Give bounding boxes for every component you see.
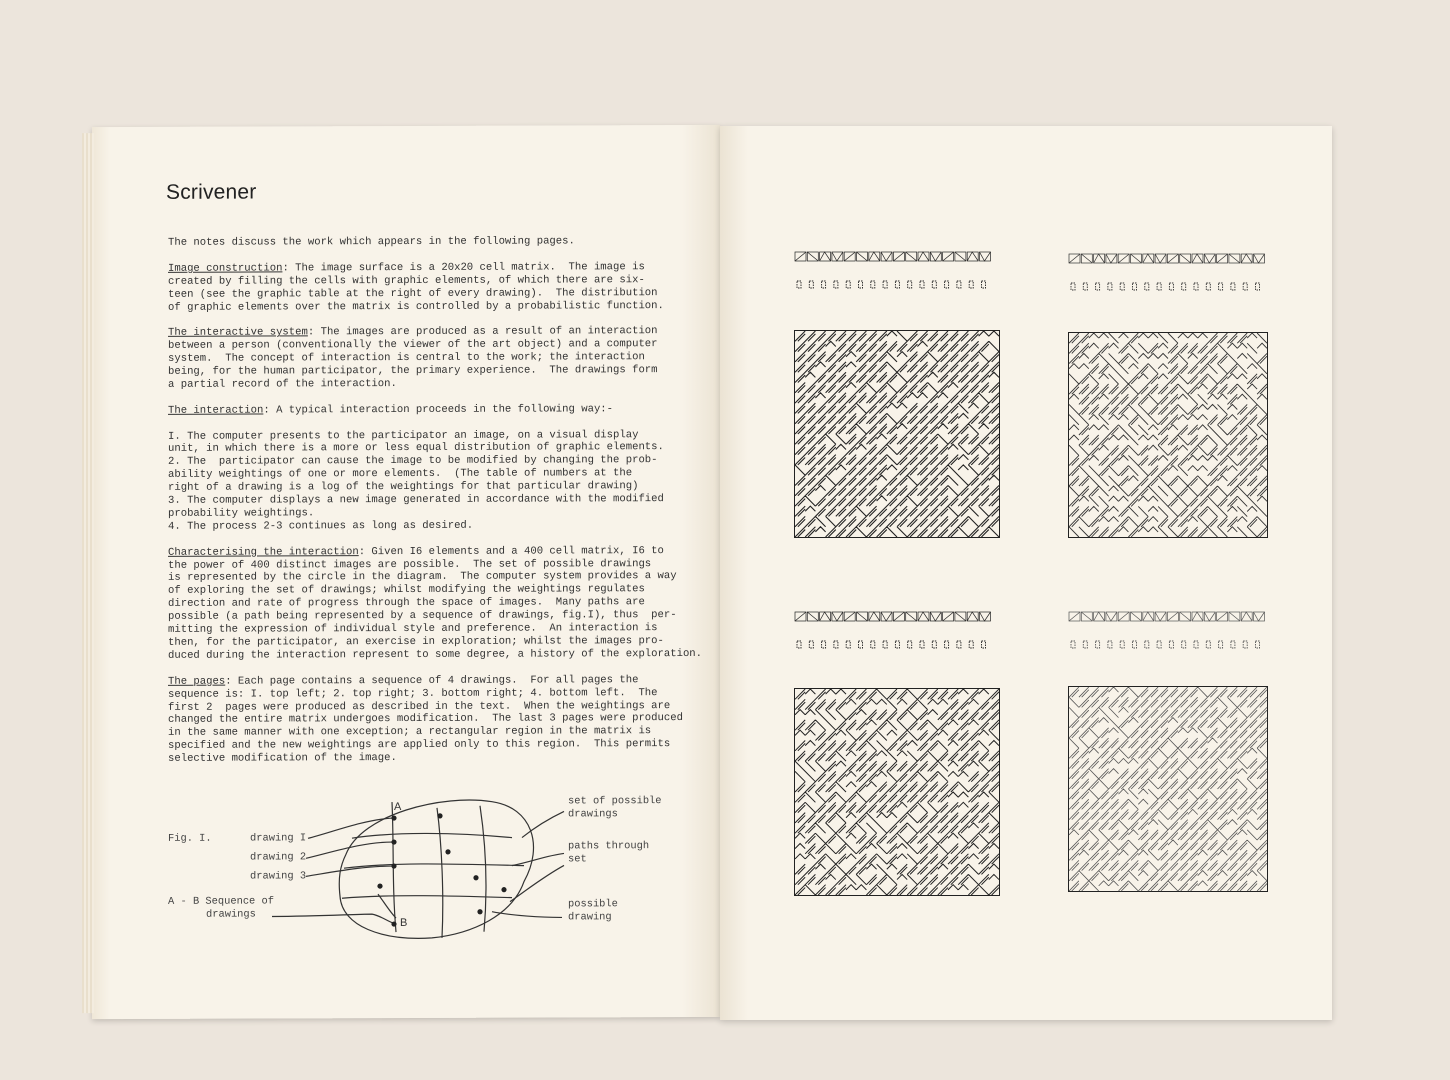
- text-line: The notes discuss the work which appears in the following pages.: [168, 235, 575, 249]
- text-line: right of a drawing is a log of the weightings for that particular drawing): [168, 480, 639, 494]
- paragraph-heading: The interaction: [168, 404, 264, 417]
- arrow-paths: [512, 853, 564, 865]
- text-line: I. The computer presents to the participator an image, on a visual display: [168, 428, 639, 443]
- text-line: a partial record of the interaction.: [168, 377, 397, 391]
- left-page: [92, 125, 720, 1019]
- maze-lines: [1069, 333, 1267, 537]
- weightings-log: [1068, 640, 1268, 650]
- text-line: ability weightings of one or more elements. (The table of numbers at the: [168, 467, 633, 482]
- drawing-3-label: drawing 3: [250, 870, 307, 883]
- text-line: : The images are produced as a result of an interaction: [307, 325, 658, 339]
- text-line: sequence is: I. top left; 2. top right; 3. bottom right; 4. bottom left. The: [168, 686, 658, 701]
- paragraph-heading: Characterising the interaction: [168, 545, 359, 559]
- drawing-2-label: drawing 2: [250, 851, 307, 864]
- text-line: : Each page contains a sequence of 4 drawings. For all pages the: [225, 673, 639, 688]
- weightings-log: [794, 640, 994, 650]
- text-line: 4. The process 2-3 continues as long as desired.: [168, 519, 474, 533]
- text-line: : The image surface is a 20x20 cell matrix. The image is: [282, 260, 645, 275]
- paths-label-1: paths through: [568, 840, 650, 853]
- text-line: changed the entire matrix undergoes modification. The last 3 pages were produced: [168, 712, 683, 727]
- text-line: teen (see the graphic table at the right of every drawing). The distribution: [168, 286, 658, 301]
- arrow-possible: [492, 911, 562, 917]
- graphic-table-symbols: [1068, 610, 1268, 624]
- paragraph-heading: Image construction: [168, 262, 283, 275]
- text-line: first 2 pages were produced as described in the text. When the weightings are: [168, 699, 671, 714]
- possible-label-1: possible: [568, 898, 618, 911]
- sequence-label-2: drawings: [206, 908, 256, 921]
- point-b-label: B: [400, 916, 408, 930]
- figure-diagram: [92, 125, 720, 1019]
- text-line: selective modification of the image.: [168, 752, 397, 765]
- arrow-ab: [378, 894, 396, 918]
- set-label-2: drawings: [568, 808, 618, 821]
- set-circle: [339, 800, 533, 939]
- text-line: is represented by the circle in the diagram. The computer system provides a way: [168, 570, 677, 585]
- graphic-table-symbols: [794, 250, 994, 264]
- arrow-sequence: [272, 914, 396, 924]
- arrow-drawing-2: [306, 842, 392, 858]
- arrow-paths-2: [510, 865, 564, 901]
- text-line: of graphic elements over the matrix is controlled by a probabilistic function.: [168, 299, 664, 314]
- text-line: direction and rate of progress through the space of images. Many paths are: [168, 596, 645, 611]
- maze-lines: [1069, 687, 1267, 891]
- possible-label-2: drawing: [568, 911, 612, 924]
- text-line: probability weightings.: [168, 507, 315, 520]
- path-line: [352, 833, 512, 838]
- text-line: in the same manner with one exception; a rectangular region in the matrix is: [168, 725, 652, 740]
- text-line: then, for the participator, an exercise in exploration; whilst the images pro-: [168, 635, 664, 649]
- weightings-log: [794, 280, 994, 290]
- text-line: : Given I6 elements and a 400 cell matrix, I6 to: [358, 544, 664, 558]
- right-page: [720, 126, 1332, 1020]
- sequence-label-1: A - B Sequence of: [168, 895, 275, 908]
- text-line: specified and the new weightings are applied only to this region. This permits: [168, 738, 671, 753]
- text-line: between a person (conventionally the viewer of the art object) and a computer: [168, 338, 658, 353]
- text-line: 3. The computer displays a new image generated in accordance with the modified: [168, 493, 664, 507]
- text-line: the power of 400 distinct images are possible. The set of possible drawings: [168, 557, 652, 572]
- drawing-top-right: [1068, 332, 1268, 538]
- page-title: Scrivener: [166, 180, 257, 204]
- fig-label: Fig. I.: [168, 832, 212, 845]
- point-a-label: A: [394, 801, 402, 814]
- drawing-bottom-left: [794, 688, 1000, 896]
- text-line: being, for the human participator, the primary experience. The drawings form: [168, 364, 658, 378]
- text-line: system. The concept of interaction is central to the work; the interaction: [168, 351, 645, 365]
- graphic-table-symbols: [794, 610, 994, 624]
- paths-label-2: set: [568, 853, 587, 866]
- path-line: [437, 808, 443, 938]
- text-line: created by filling the cells with graphic elements, of which there are six-: [168, 273, 645, 288]
- text-line: 2. The participator can cause the image to be modified by changing the prob-: [168, 454, 658, 469]
- text-line: : A typical interaction proceeds in the following way:-: [263, 403, 614, 417]
- text-line: possible (a path being represented by a sequence of drawings, fig.I), thus per-: [168, 609, 677, 624]
- set-label-1: set of possible: [568, 795, 662, 808]
- weightings-log: [1068, 282, 1268, 292]
- text-line: unit, in which there is a more or less equal distribution of graphic elements.: [168, 441, 664, 456]
- paragraph-heading: The pages: [168, 675, 226, 688]
- booklet-spread: [92, 126, 1332, 1020]
- text-line: duced during the interaction represent to some degree, a history of the exploration.: [168, 647, 703, 662]
- graphic-table-symbols: [1068, 252, 1268, 266]
- maze-lines: [795, 689, 999, 895]
- paragraph-heading: The interactive system: [168, 326, 308, 340]
- drawing-1-label: drawing I: [250, 832, 307, 845]
- text-line: of exploring the set of drawings; whilst modifying the weightings regulates: [168, 583, 645, 598]
- maze-lines: [795, 331, 999, 537]
- drawing-bottom-right: [1068, 686, 1268, 892]
- drawing-top-left: [794, 330, 1000, 538]
- text-line: mitting the expression of individual style and preference. An interaction is: [168, 622, 658, 636]
